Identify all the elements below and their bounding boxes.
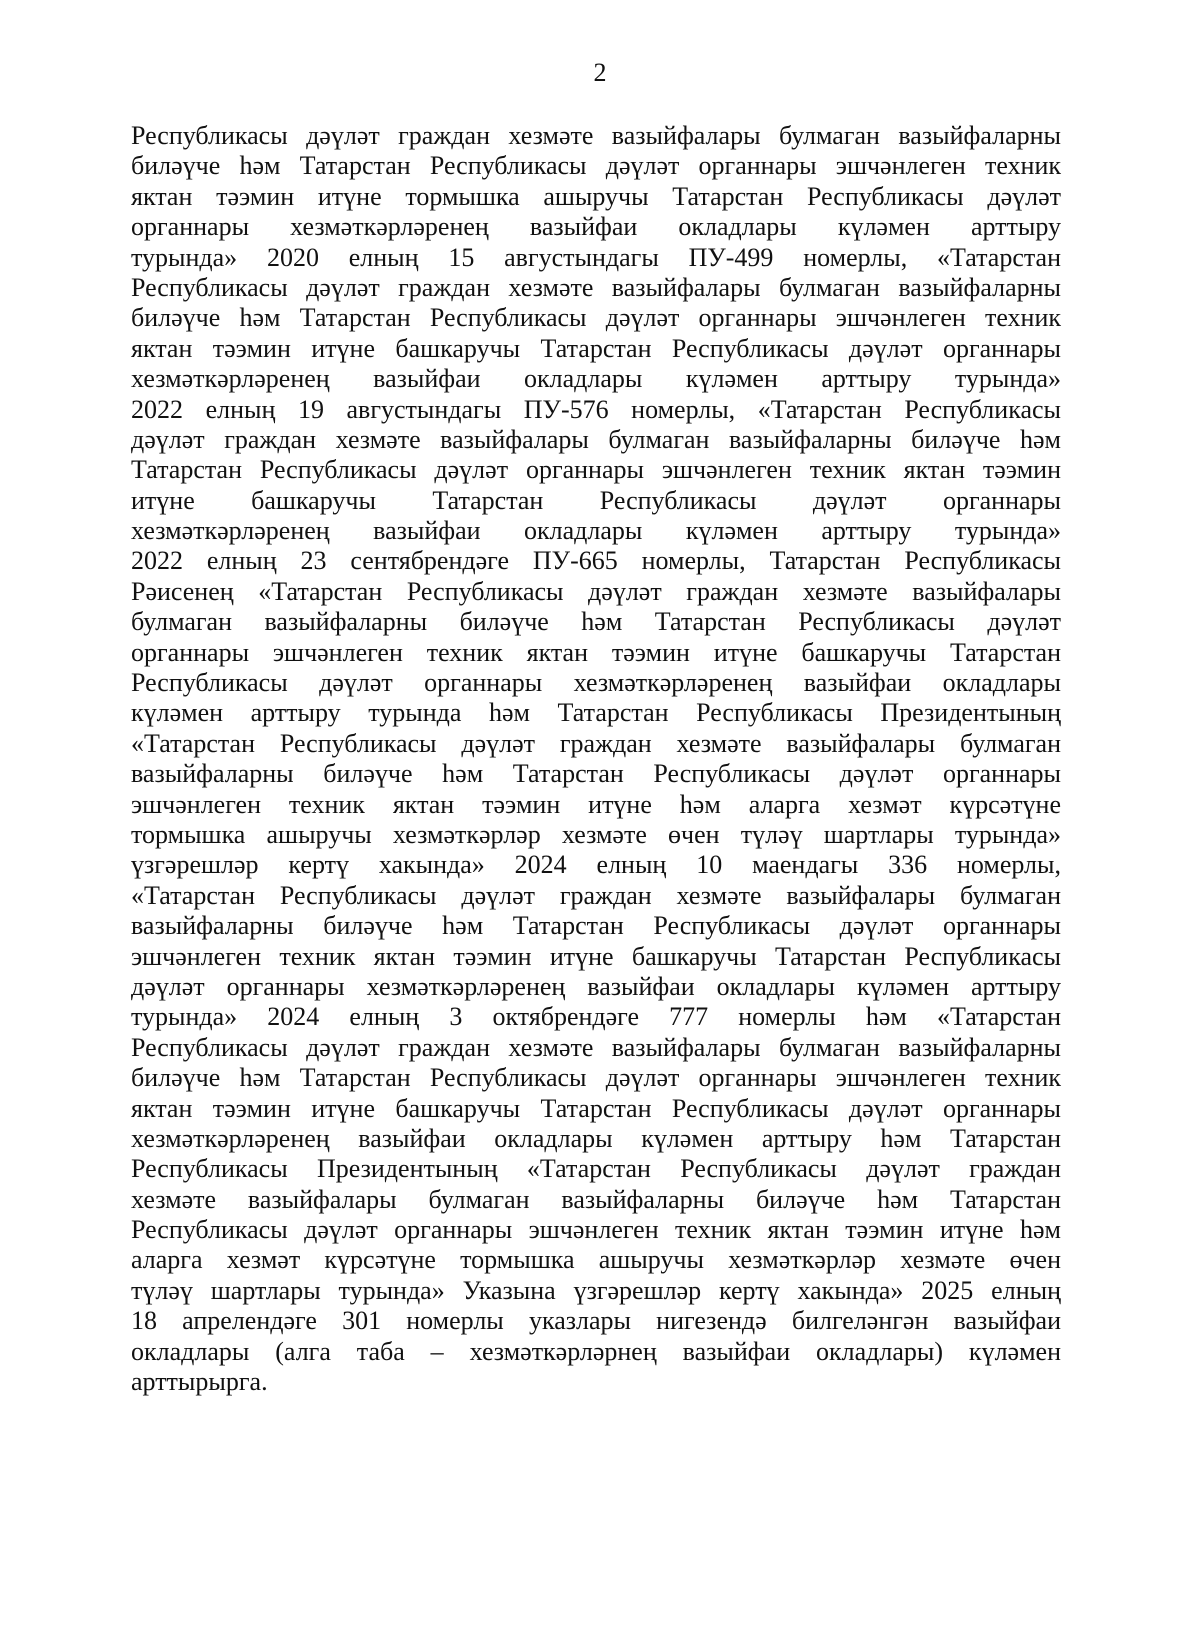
text-line: яктан тәэмин итүне тормышка ашыручы Татарстан Республикасы дәүләт (131, 181, 1061, 211)
text-line: окладлары (алга таба – хезмәткәрләрнең вазыйфаи окладлары) күләмен (131, 1336, 1061, 1366)
text-line: эшчәнлеген техник яктан тәэмин итүне башкаручы Татарстан Республикасы (131, 941, 1061, 971)
text-line: итүне башкаручы Татарстан Республикасы дәүләт органнары (131, 485, 1061, 515)
text-line: органнары эшчәнлеген техник яктан тәэмин итүне башкаручы Татарстан (131, 637, 1061, 667)
text-line: дәүләт органнары хезмәткәрләренең вазыйфаи окладлары күләмен арттыру (131, 971, 1061, 1001)
text-line-last: арттырырга. (131, 1367, 268, 1397)
text-line: Республикасы Президентының «Татарстан Республикасы дәүләт граждан (131, 1154, 1061, 1184)
text-line: биләүче һәм Татарстан Республикасы дәүләт органнары эшчәнлеген техник (131, 1063, 1061, 1093)
text-line: күләмен арттыру турында һәм Татарстан Республикасы Президентының (131, 698, 1061, 728)
text-line: биләүче һәм Татарстан Республикасы дәүләт органнары эшчәнлеген техник (131, 303, 1061, 333)
text-line: эшчәнлеген техник яктан тәэмин итүне һәм аларга хезмәт күрсәтүне (131, 789, 1061, 819)
text-line: 2022 елның 23 сентябрендәге ПУ-665 номерлы, Татарстан Республикасы (131, 546, 1061, 576)
text-line: түләү шартлары турында» Указына үзгәрешләр кертү хакында» 2025 елның (131, 1275, 1061, 1305)
text-line: Республикасы дәүләт граждан хезмәте вазыйфалары булмаган вазыйфаларны (131, 121, 1061, 150)
page-number: 2 (593, 58, 607, 87)
document-body (131, 121, 1061, 1397)
text-line: хезмәткәрләренең вазыйфаи окладлары күләмен арттыру турында» (131, 516, 1061, 546)
text-line: булмаган вазыйфаларны биләүче һәм Татарстан Республикасы дәүләт (131, 607, 1061, 637)
text-line: Республикасы дәүләт органнары эшчәнлеген техник яктан тәэмин итүне һәм (131, 1215, 1061, 1245)
text-line: Татарстан Республикасы дәүләт органнары эшчәнлеген техник яктан тәэмин (131, 455, 1061, 485)
text-line: хезмәте вазыйфалары булмаган вазыйфаларны биләүче һәм Татарстан (131, 1184, 1061, 1214)
text-line: 18 апрелендәге 301 номерлы указлары нигезендә билгеләнгән вазыйфаи (131, 1306, 1061, 1336)
text-line: яктан тәэмин итүне башкаручы Татарстан Республикасы дәүләт органнары (131, 333, 1061, 363)
text-line: «Татарстан Республикасы дәүләт граждан хезмәте вазыйфалары булмаган (131, 880, 1061, 910)
text-line: Республикасы дәүләт граждан хезмәте вазыйфалары булмаган вазыйфаларны (131, 1032, 1061, 1062)
text-line: яктан тәэмин итүне башкаручы Татарстан Республикасы дәүләт органнары (131, 1093, 1061, 1123)
text-line: дәүләт граждан хезмәте вазыйфалары булмаган вазыйфаларны биләүче һәм (131, 424, 1061, 454)
text-line: Республикасы дәүләт граждан хезмәте вазыйфалары булмаган вазыйфаларны (131, 272, 1061, 302)
text-line: Республикасы дәүләт органнары хезмәткәрләренең вазыйфаи окладлары (131, 668, 1061, 698)
text-line: турында» 2020 елның 15 августындагы ПУ-499 номерлы, «Татарстан (131, 242, 1061, 272)
text-line: турында» 2024 елның 3 октябрендәге 777 номерлы һәм «Татарстан (131, 1002, 1061, 1032)
text-line: Рәисенең «Татарстан Республикасы дәүләт граждан хезмәте вазыйфалары (131, 576, 1061, 606)
text-line: хезмәткәрләренең вазыйфаи окладлары күләмен арттыру һәм Татарстан (131, 1123, 1061, 1153)
text-line: аларга хезмәт күрсәтүне тормышка ашыручы хезмәткәрләр хезмәте өчен (131, 1245, 1061, 1275)
text-line: үзгәрешләр кертү хакында» 2024 елның 10 маендагы 336 номерлы, (131, 850, 1061, 880)
text-line: хезмәткәрләренең вазыйфаи окладлары күләмен арттыру турында» (131, 364, 1061, 394)
text-line: вазыйфаларны биләүче һәм Татарстан Республикасы дәүләт органнары (131, 759, 1061, 789)
text-line: тормышка ашыручы хезмәткәрләр хезмәте өчен түләү шартлары турында» (131, 819, 1061, 849)
text-line: органнары хезмәткәрләренең вазыйфаи окладлары күләмен арттыру (131, 212, 1061, 242)
text-line: 2022 елның 19 августындагы ПУ-576 номерлы, «Татарстан Республикасы (131, 394, 1061, 424)
text-line: «Татарстан Республикасы дәүләт граждан хезмәте вазыйфалары булмаган (131, 728, 1061, 758)
text-line: вазыйфаларны биләүче һәм Татарстан Республикасы дәүләт органнары (131, 911, 1061, 941)
text-line: биләүче һәм Татарстан Республикасы дәүләт органнары эшчәнлеген техник (131, 151, 1061, 181)
